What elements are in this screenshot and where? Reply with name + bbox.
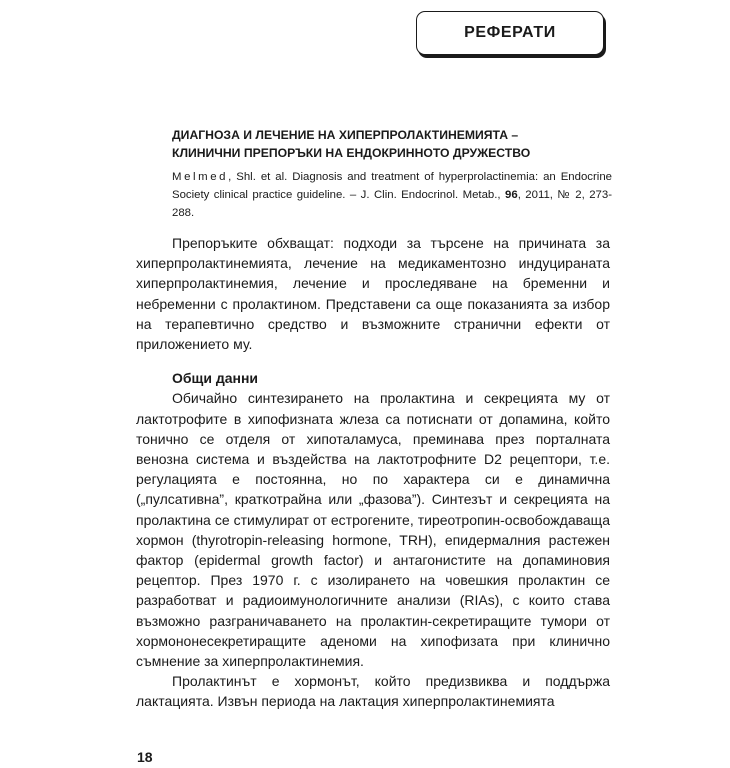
article-title-line-1: ДИАГНОЗА И ЛЕЧЕНИЕ НА ХИПЕРПРОЛАКТИНЕМИЯТА – <box>172 128 519 142</box>
article-title <box>172 126 612 162</box>
citation-issue: , 2011, № 2, 273-288. <box>172 189 613 219</box>
citation-author: Melmed <box>172 171 229 183</box>
body-paragraph: Обичайно синтезирането на пролактина и секрецията му от лактотрофите в хипофизната жлеза са потиснати от допамина, който тонично се отделя от хипоталамуса, преминава през порталната венозна система и въздейства на лактотрофните D2 рецептори, т.е. регулацията е постоянна, но по характера си е динамична („пулсативна”, краткотрайна или „фазова”). Синтезът и секрецията на пролактина се стимулират от естрогените, тиреотропин-освобождаваща хормон (thyrotropin-releasing hormone, TRH), епидермалния растежен фактор (epidermal growth factor) и антагонистите на допаминовия рецептор. През 1970 г. с изолирането на човешкия пролактин се разработват и радиоимунологичните анализи (RIAs), с които става възможно разграничаването на пролактин-секретиращите тумори от хормононесекретиращите аденоми на хипофизата при клинично съмнение за хиперпролактинемия. <box>136 390 610 670</box>
section-label: РЕФЕРАТИ <box>464 24 556 41</box>
article-citation <box>172 168 612 222</box>
body-paragraph-continued: Пролактинът е хормонът, който предизвиква и поддържа лактацията. Извън периода на лактация хиперпролактинемията <box>136 673 610 710</box>
page-number: 18 <box>137 749 153 765</box>
intro-paragraph: Препоръките обхващат: подходи за търсене на причината за хиперпролактинемията, лечение на медикаментозно индуцираната хиперпролактинемия, лечение и проследяване на бременни и небременни с пролактином. Представени са още показанията за избор на терапевтично средство и възможните странични ефекти от приложението му. <box>136 235 610 353</box>
section-label-box <box>416 11 604 55</box>
article-body <box>136 233 610 712</box>
section-heading: Общи данни <box>172 370 259 387</box>
citation-volume: 96 <box>505 189 518 201</box>
article-title-line-2: КЛИНИЧНИ ПРЕПОРЪКИ НА ЕНДОКРИННОТО ДРУЖЕСТВО <box>172 146 531 160</box>
citation-text: , Shl. et al. Diagnosis and treatment of hyperprolactinemia: an Endocrine Society clinical practice guideline. – J. Clin. Endocrinol. Metab., <box>172 171 612 201</box>
